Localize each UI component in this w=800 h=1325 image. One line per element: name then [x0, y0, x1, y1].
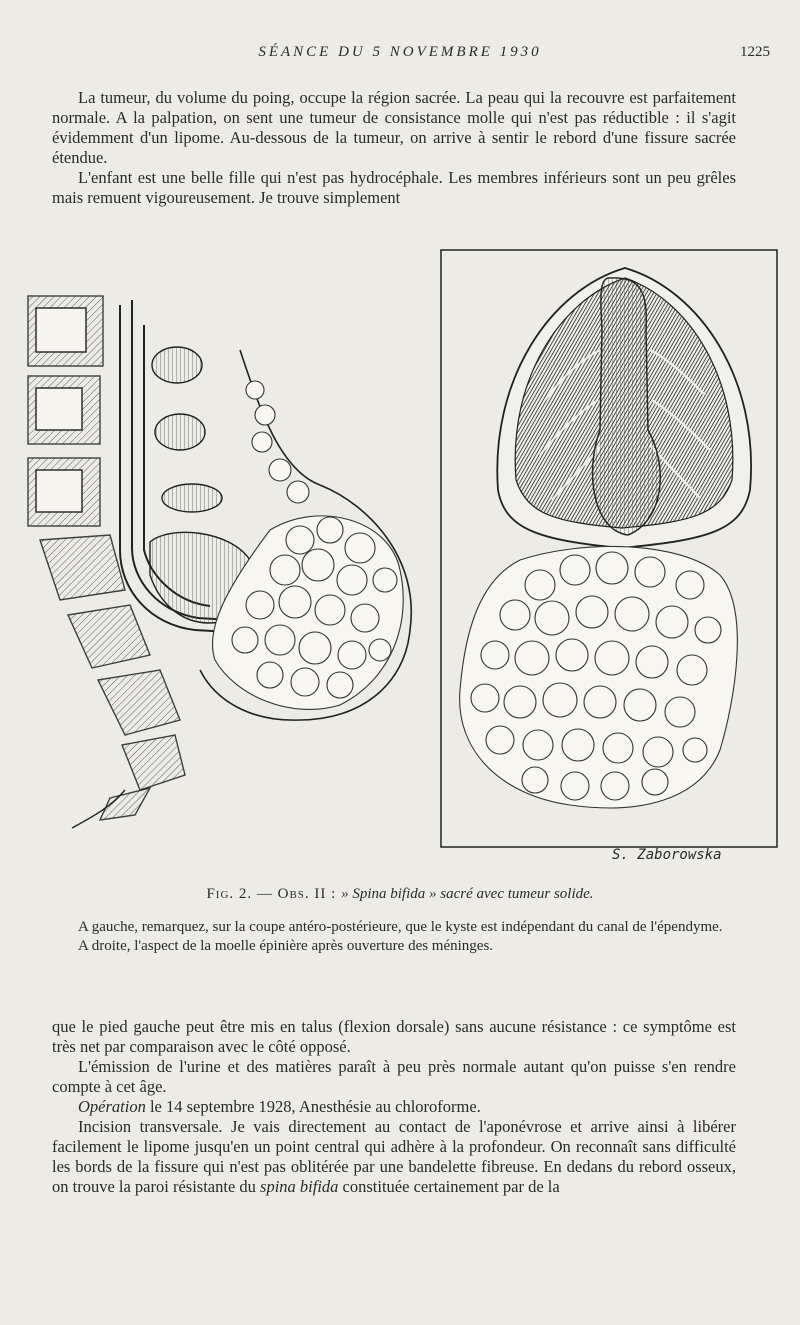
- italic-term: Opération: [78, 1097, 146, 1116]
- figure-caption: [0, 886, 800, 903]
- paragraph-text: constituée certainement par de la: [338, 1177, 560, 1196]
- lipoma-mass: [460, 546, 738, 807]
- note-line: A gauche, remarquez, sur la coupe antéro-postérieure, que le kyste est indépendant du canal de l'épendyme.: [78, 919, 723, 935]
- paragraph: L'enfant est une belle fille qui n'est pas hydrocéphale. Les membres inférieurs sont un peu grêles mais remuent vigoureusement. Je trouve simplement: [52, 168, 736, 207]
- paragraph: que le pied gauche peut être mis en talus (flexion dorsale) sans aucune résistance : ce symptôme est très net par comparaison avec le côté opposé.: [52, 1017, 736, 1056]
- header-title: SÉANCE DU 5 NOVEMBRE 1930: [258, 44, 542, 60]
- caption-text: » Spina bifida » sacré avec tumeur solide.: [341, 886, 594, 902]
- artist-signature: S. Zaborowska: [612, 847, 722, 863]
- left-sagittal-section: [28, 296, 411, 828]
- paragraph: La tumeur, du volume du poing, occupe la région sacrée. La peau qui la recouvre est parfaitement normale. A la palpation, on sent une tumeur de consistance molle qui n'est pas réductible : il s'agit évidemment d'un lipome. Au-dessous de la tumeur, on arrive à sentir le rebord d'une fissure sacrée étendue.: [52, 88, 736, 167]
- body-text-top: [52, 88, 736, 208]
- note-line: A droite, l'aspect de la moelle épinière après ouverture des méninges.: [78, 938, 494, 954]
- body-text-bottom: [52, 1017, 736, 1197]
- page-number: 1225: [740, 44, 770, 60]
- lipoma-tumor: [212, 381, 403, 709]
- paragraph: [52, 1117, 736, 1197]
- running-header: [0, 44, 800, 66]
- right-dorsal-view: [441, 250, 777, 847]
- figure: [0, 230, 800, 880]
- figure-note: [52, 918, 736, 956]
- figure-illustrations: [0, 230, 800, 880]
- caption-label: Fig. 2. — Obs. II :: [206, 886, 342, 902]
- paragraph: [52, 1097, 736, 1117]
- paragraph-text: Incision transversale. Je vais directement au contact de l'aponévrose et arrive ainsi à libérer facilement le lipome jusqu'en un point central qui adhère à la profondeur. On reconnaît sans difficulté les bords de la fissure qui n'est pas oblitérée par une bandelette fibreuse. En dedans du rebord osseux, on trouve la paroi résistante du: [52, 1117, 736, 1196]
- italic-term: spina bifida: [260, 1177, 339, 1196]
- paragraph-text: le 14 septembre 1928, Anesthésie au chloroforme.: [145, 1097, 481, 1116]
- paragraph: L'émission de l'urine et des matières paraît à peu près normale autant qu'on puisse s'en rendre compte à cet âge.: [52, 1057, 736, 1096]
